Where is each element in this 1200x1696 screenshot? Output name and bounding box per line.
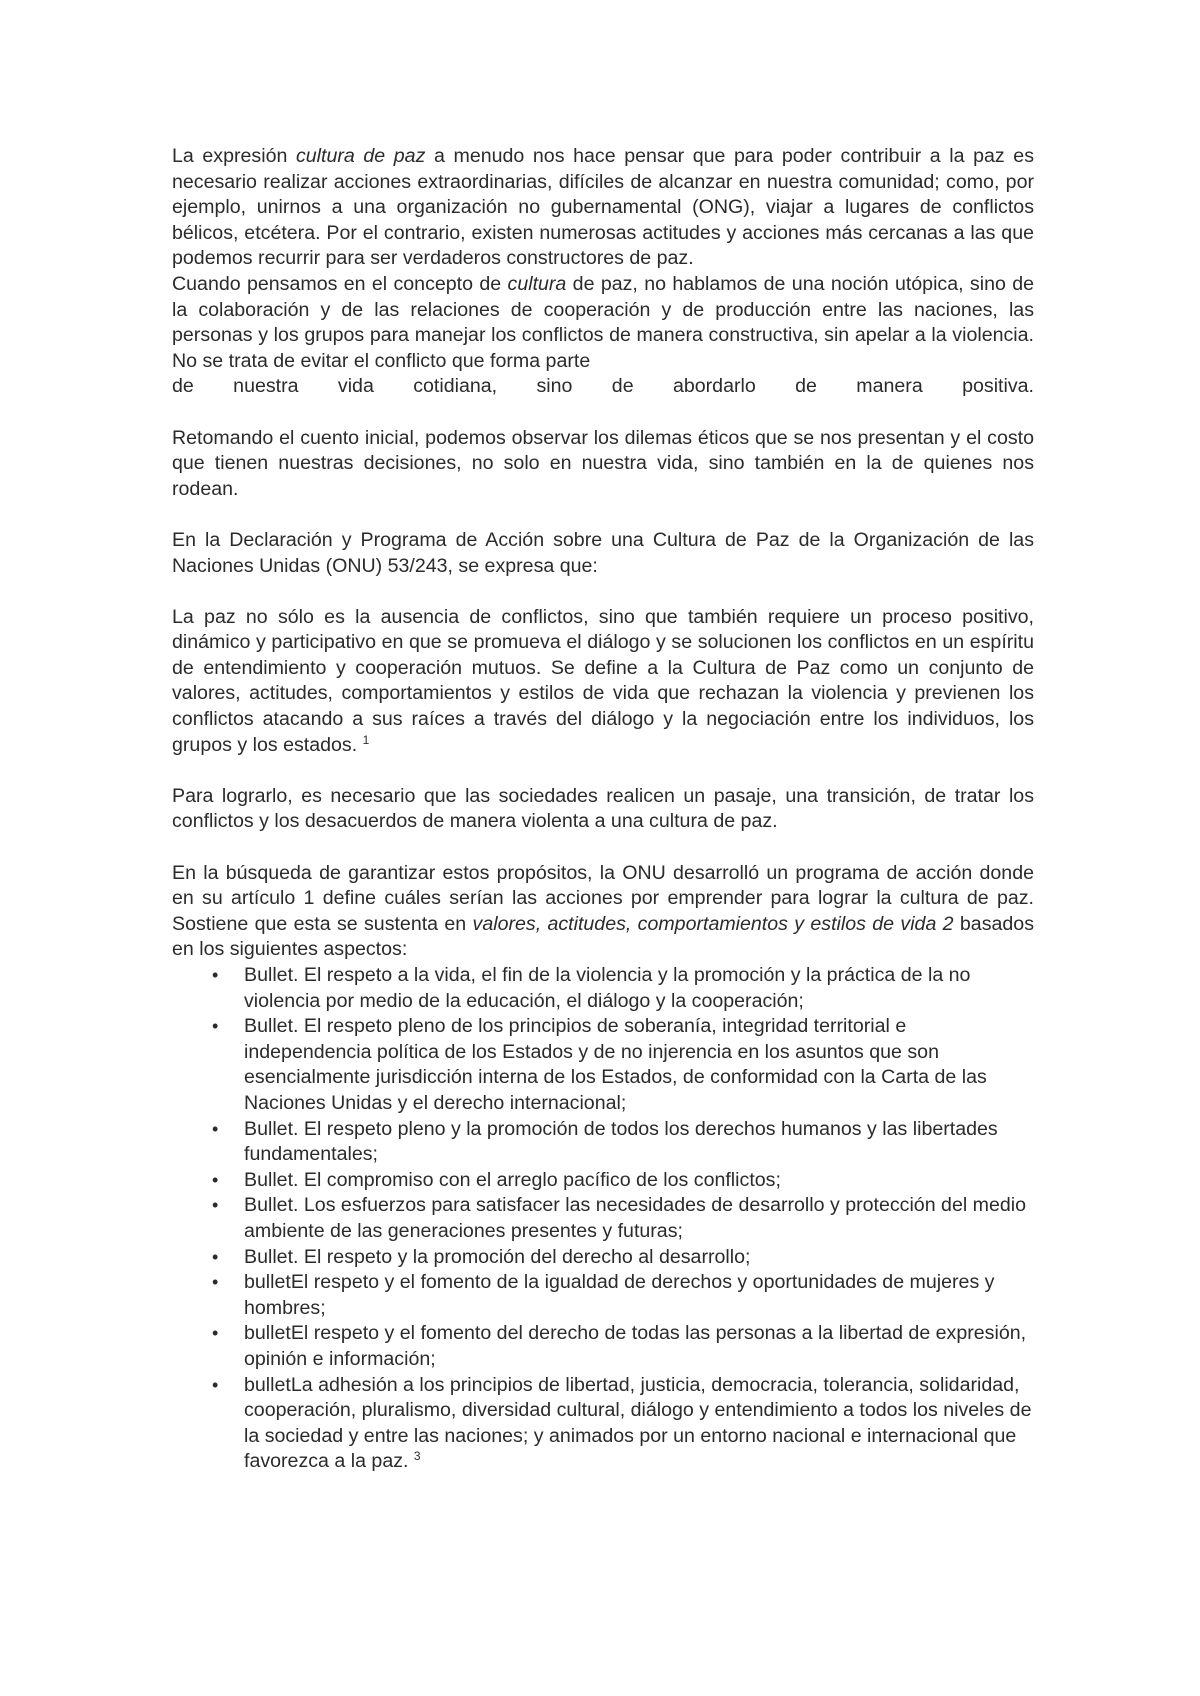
quote-block xyxy=(172,605,1034,759)
list-item-text: bulletLa adhesión a los principios de libertad, justicia, democracia, tolerancia, solidaridad, cooperación, pluralismo, diversidad cultural, diálogo y entendimiento a todos los niveles de la sociedad y entre las naciones; y animados por un entorno nacional e internacional que favorezca a la paz. xyxy=(244,1373,1032,1473)
document-body xyxy=(172,144,1034,1475)
list-item-text: Bullet. El respeto pleno de los principios de soberanía, integridad territorial e independencia política de los Estados y de no injerencia en los asuntos que son esencialmente jurisdicción interna de los Estados, de conformidad con la Carta de las Naciones Unidas y el derecho internacional; xyxy=(244,1015,987,1114)
list-item-text: Bullet. El respeto pleno y la promoción de todos los derechos humanos y las libertades fundamentales; xyxy=(244,1117,998,1166)
list-item xyxy=(172,1373,1034,1475)
emphasis-cultura-de-paz: cultura de paz xyxy=(295,145,426,167)
footnote-marker: 1 xyxy=(362,732,370,747)
list-item-text: Bullet. El respeto y la promoción del derecho al desarrollo; xyxy=(244,1245,751,1268)
list-item xyxy=(172,963,1034,1014)
paragraph-concept xyxy=(172,272,1034,374)
bullet-icon: • xyxy=(212,1195,219,1216)
bullet-icon: • xyxy=(212,1118,219,1139)
list-item xyxy=(172,1168,1034,1194)
paragraph-intro xyxy=(172,144,1034,272)
bullet-icon: • xyxy=(212,965,219,985)
list-item xyxy=(172,1245,1034,1271)
paragraph-concept-last-line: de nuestra vida cotidiana, sino de abordarlo de manera positiva. xyxy=(172,375,1034,398)
paragraph-concept-text-a: Cuando pensamos en el concepto de xyxy=(172,272,508,295)
bullet-icon: • xyxy=(212,1016,219,1037)
quote-text: La paz no sólo es la ausencia de conflictos, sino que también requiere un proceso positivo, dinámico y participativo en que se promueva el diálogo y se solucionen los conflictos en un espíritu de entendimiento y cooperación mutuos. Se define a la Cultura de Paz como un conjunto de valores, actitudes, comportamientos y estilos de vida que rechazan la violencia y previenen los conflictos atacando a sus raíces a través del diálogo y la negociación entre los individuos, los grupos y los estados. xyxy=(172,605,1034,756)
list-item xyxy=(172,1270,1034,1321)
paragraph-intro-text-a: La expresión xyxy=(172,145,296,167)
paragraph-program xyxy=(172,861,1034,963)
aspects-list xyxy=(172,963,1034,1475)
list-item xyxy=(172,1321,1034,1372)
paragraph-transition: Para lograrlo, es necesario que las sociedades realicen un pasaje, una transición, de tratar los conflictos y los desacuerdos de manera violenta a una cultura de paz. xyxy=(172,784,1034,833)
bullet-icon: • xyxy=(212,1323,219,1344)
paragraph-intro-text-b: a menudo nos hace pensar que para poder contribuir a la paz es necesario realizar acciones extraordinarias, difíciles de alcanzar en nuestra comunidad; como, por ejemplo, unirnos a una organización no gubernamental (ONG), viajar a lugares de conflictos bélicos, etcétera. Por el contrario, existen numerosas actitudes y acciones más cercanas a las que podemos recurrir para ser verdaderos constructores de paz. xyxy=(172,145,1034,270)
list-item xyxy=(172,1014,1034,1116)
list-item xyxy=(172,1117,1034,1168)
bullet-icon: • xyxy=(212,1246,219,1267)
paragraph-program-text-a: En la búsqueda de garantizar estos propósitos, la ONU desarrolló un programa de acción donde en su artículo 1 define cuáles serían las acciones por emprender para lograr la cultura de paz. Sostiene que esta se sustenta en xyxy=(172,861,1034,935)
emphasis-cultura: cultura xyxy=(507,272,567,295)
list-item-text: bulletEl respeto y el fomento del derecho de todas las personas a la libertad de expresión, opinión e información; xyxy=(244,1322,1027,1370)
paragraph-declaration: En la Declaración y Programa de Acción sobre una Cultura de Paz de la Organización de las Naciones Unidas (ONU) 53/243, se expresa que: xyxy=(172,528,1034,577)
emphasis-valores: valores, actitudes, comportamientos y estilos de vida 2 xyxy=(472,912,954,935)
footnote-marker-final: 3 xyxy=(413,1449,421,1464)
bullet-icon: • xyxy=(212,1169,219,1190)
paragraph-program-text-b: basados en los siguientes aspectos: xyxy=(172,912,1034,961)
bullet-icon: • xyxy=(212,1272,219,1293)
list-item-text: Bullet. El compromiso con el arreglo pacífico de los conflictos; xyxy=(244,1168,781,1191)
bullet-icon: • xyxy=(212,1374,219,1395)
list-item-text: bulletEl respeto y el fomento de la igualdad de derechos y oportunidades de mujeres y hombres; xyxy=(244,1271,995,1319)
list-item xyxy=(172,1193,1034,1244)
paragraph-story: Retomando el cuento inicial, podemos observar los dilemas éticos que se nos presentan y el costo que tienen nuestras decisiones, no solo en nuestra vida, sino también en la de quienes nos rodean. xyxy=(172,426,1034,500)
list-item-text: Bullet. Los esfuerzos para satisfacer las necesidades de desarrollo y protección del medio ambiente de las generaciones presentes y futuras; xyxy=(244,1194,1026,1242)
list-item-text: Bullet. El respeto a la vida, el fin de la violencia y la promoción y la práctica de la no violencia por medio de la educación, el diálogo y la cooperación; xyxy=(244,964,971,1012)
paragraph-concept-text-b: de paz, no hablamos de una noción utópica, sino de la colaboración y de las relaciones de cooperación y de producción entre las naciones, las personas y los grupos para manejar los conflictos de manera constructiva, sin apelar a la violencia. No se trata de evitar el conflicto que forma parte xyxy=(172,272,1035,372)
